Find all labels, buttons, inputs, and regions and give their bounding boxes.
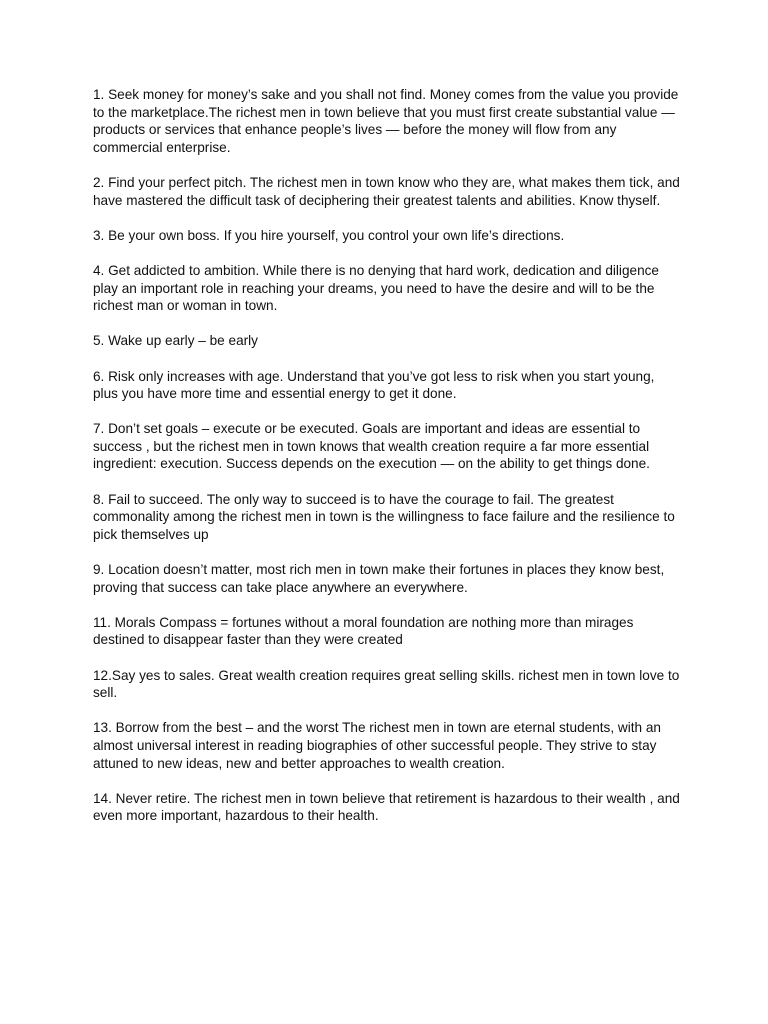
document-page [93,86,683,843]
paragraph-8: 8. Fail to succeed. The only way to succeed is to have the courage to fail. The greatest commonality among the richest men in town is the willingness to face failure and the resilience to pick themselves up [93,491,675,542]
paragraph-6: 6. Risk only increases with age. Understand that you’ve got less to risk when you start young, plus you have more time and essential energy to get it done. [93,368,655,402]
paragraph-7: 7. Don’t set goals – execute or be executed. Goals are important and ideas are essential to success , but the richest men in town knows that wealth creation require a far more essential ingredient: execution. Success depends on the execution — on the ability to get things done. [93,421,650,472]
paragraph-3: 3. Be your own boss. If you hire yourself, you control your own life’s directions. [93,227,565,243]
paragraph-12: 12.Say yes to sales. Great wealth creation requires great selling skills. richest men in town love to sell. [93,667,680,701]
paragraph-9: 9. Location doesn’t matter, most rich men in town make their fortunes in places they know best, proving that success can take place anywhere an everywhere. [93,562,665,595]
paragraph-5: 5. Wake up early – be early [93,333,258,349]
paragraph-13: 13. Borrow from the best – and the worst The richest men in town are eternal students, with an almost universal interest in reading biographies of other successful people. They strive to stay attuned to new ideas, new and better approaches to wealth creation. [93,720,661,771]
paragraph-2: 2. Find your perfect pitch. The richest men in town know who they are, what makes them tick, and have mastered the difficult task of deciphering their greatest talents and abilities. Know thyself. [93,174,680,208]
paragraph-4: 4. Get addicted to ambition. While there is no denying that hard work, dedication and diligence play an important role in reaching your dreams, you need to have the desire and will to be the richest man or woman in town. [93,262,659,314]
paragraph-11: 11. Morals Compass = fortunes without a moral foundation are nothing more than mirages destined to disappear faster than they were created [93,614,634,648]
paragraph-14: 14. Never retire. The richest men in town believe that retirement is hazardous to their wealth , and even more important, hazardous to their health. [93,790,680,824]
paragraph-1: 1. Seek money for money’s sake and you shall not find. Money comes from the value you provide to the marketplace.The richest men in town believe that you must first create substantial value — products or services that enhance people’s lives — before the money will flow from any commercial enterprise. [93,87,679,155]
